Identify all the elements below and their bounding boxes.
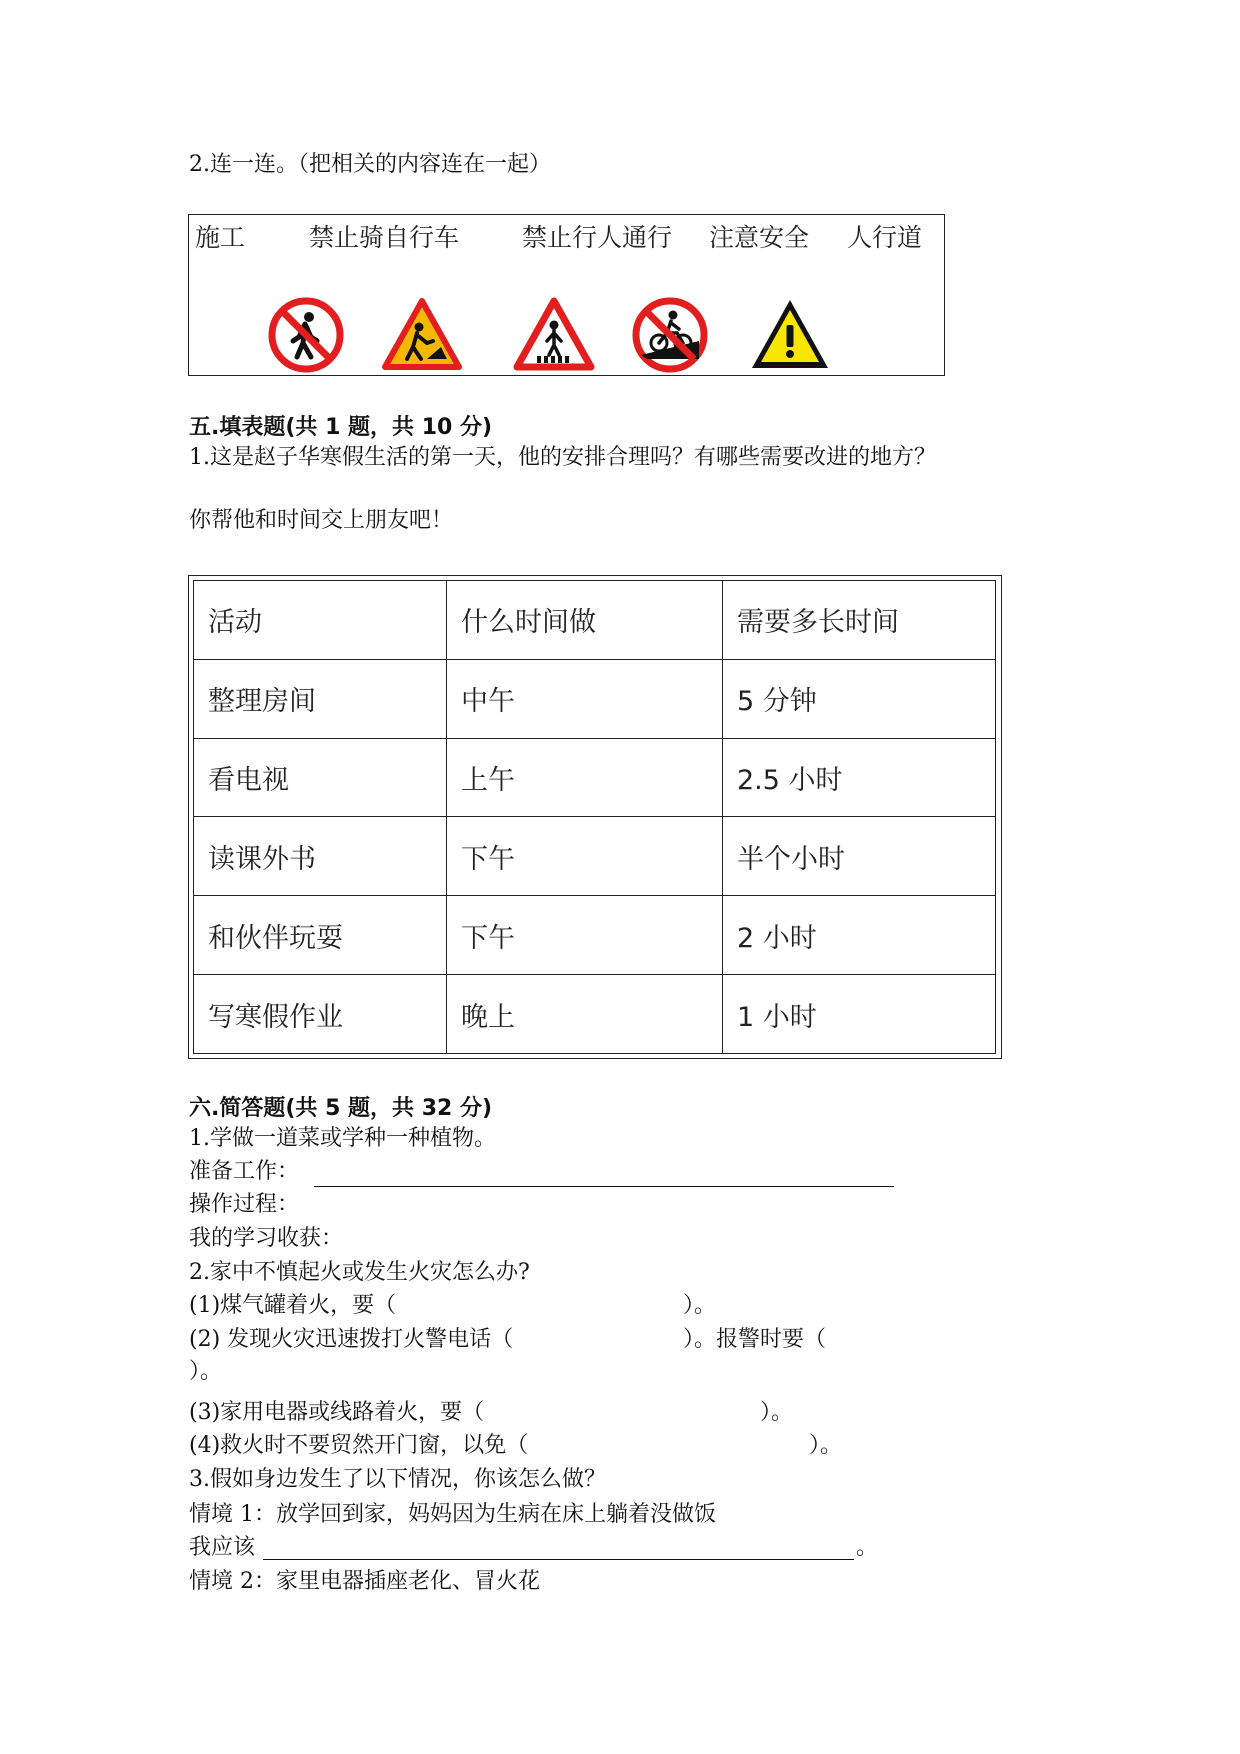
prep-label: 准备工作： [189,1159,300,1184]
table-cell: 半个小时 [723,817,996,896]
scenario-1-answer-prefix: 我应该 [189,1535,256,1560]
table-header-cell: 需要多长时间 [723,581,996,660]
match-label-no-pedestrian: 禁止行人通行 [522,223,673,252]
question-1: 1.学做一道菜或学种一种植物。 [189,1126,496,1151]
table-cell: 和伙伴玩耍 [194,896,447,975]
no-pedestrian-sign-icon [265,297,347,373]
fire-item-3-end: ）。 [760,1400,794,1425]
schedule-table-frame [188,575,1002,1059]
match-label-construction: 施工 [195,223,246,252]
table-header-cell: 什么时间做 [447,581,723,660]
fire-item-2-end: ）。 [189,1359,223,1384]
process-label: 操作过程： [189,1192,300,1217]
table-cell: 读课外书 [194,817,447,896]
fire-item-2-start: (2) 发现火灾迅速拨打火警电话（ [189,1327,514,1352]
question-2: 2.家中不慎起火或发生火灾怎么办? [189,1260,530,1285]
schedule-table [193,580,996,1054]
fire-item-1-end: ）。 [683,1293,717,1318]
fire-item-1-start: (1)煤气罐着火，要（ [189,1293,397,1318]
table-cell: 晚上 [447,975,723,1054]
section6-heading: 六.简答题(共 5 题，共 32 分) [189,1096,493,1121]
table-cell: 1 小时 [723,975,996,1054]
construction-sign-icon [381,297,463,373]
table-row [194,817,996,896]
question-3: 3.假如身边发生了以下情况，你该怎么做？ [189,1467,606,1492]
scenario-1-answer-suffix: 。 [856,1535,879,1560]
match-label-no-bicycle: 禁止骑自行车 [309,223,460,252]
fire-item-4-end: ）。 [809,1433,843,1458]
table-cell: 上午 [447,738,723,817]
table-header-cell: 活动 [194,581,447,660]
scenario-1: 情境 1：放学回到家，妈妈因为生病在床上躺着没做饭 [189,1502,716,1527]
match-label-crosswalk: 人行道 [847,223,923,252]
fire-item-3-start: (3)家用电器或线路着火，要（ [189,1400,485,1425]
no-bicycle-sign-icon [629,297,711,373]
prep-answer-line[interactable] [314,1186,894,1187]
table-cell: 下午 [447,896,723,975]
fire-item-2-middle: ）。报警时要（ [683,1327,827,1352]
table-cell: 2 小时 [723,896,996,975]
table-row [194,896,996,975]
section5-question-line2: 你帮他和时间交上朋友吧！ [189,508,454,533]
crosswalk-sign-icon [513,297,595,373]
scenario-1-answer-line[interactable] [263,1559,854,1560]
table-cell: 2.5 小时 [723,738,996,817]
caution-sign-icon [749,297,831,373]
table-cell: 中午 [447,659,723,738]
table-row [194,738,996,817]
table-cell: 5 分钟 [723,659,996,738]
table-row [194,659,996,738]
fire-item-4-start: (4)救火时不要贸然开门窗，以免（ [189,1433,529,1458]
match-question-heading: 2.连一连。（把相关的内容连在一起） [189,152,551,177]
table-cell: 整理房间 [194,659,447,738]
matching-box [188,214,945,376]
table-cell: 看电视 [194,738,447,817]
section5-question-line1: 1.这是赵子华寒假生活的第一天，他的安排合理吗？有哪些需要改进的地方？ [189,445,936,470]
gain-label: 我的学习收获： [189,1226,344,1251]
table-row [194,975,996,1054]
section5-heading: 五.填表题(共 1 题，共 10 分) [189,415,493,440]
scenario-2: 情境 2：家里电器插座老化、冒火花 [189,1569,540,1594]
match-label-caution: 注意安全 [709,223,810,252]
table-header-row [194,581,996,660]
table-cell: 写寒假作业 [194,975,447,1054]
table-cell: 下午 [447,817,723,896]
